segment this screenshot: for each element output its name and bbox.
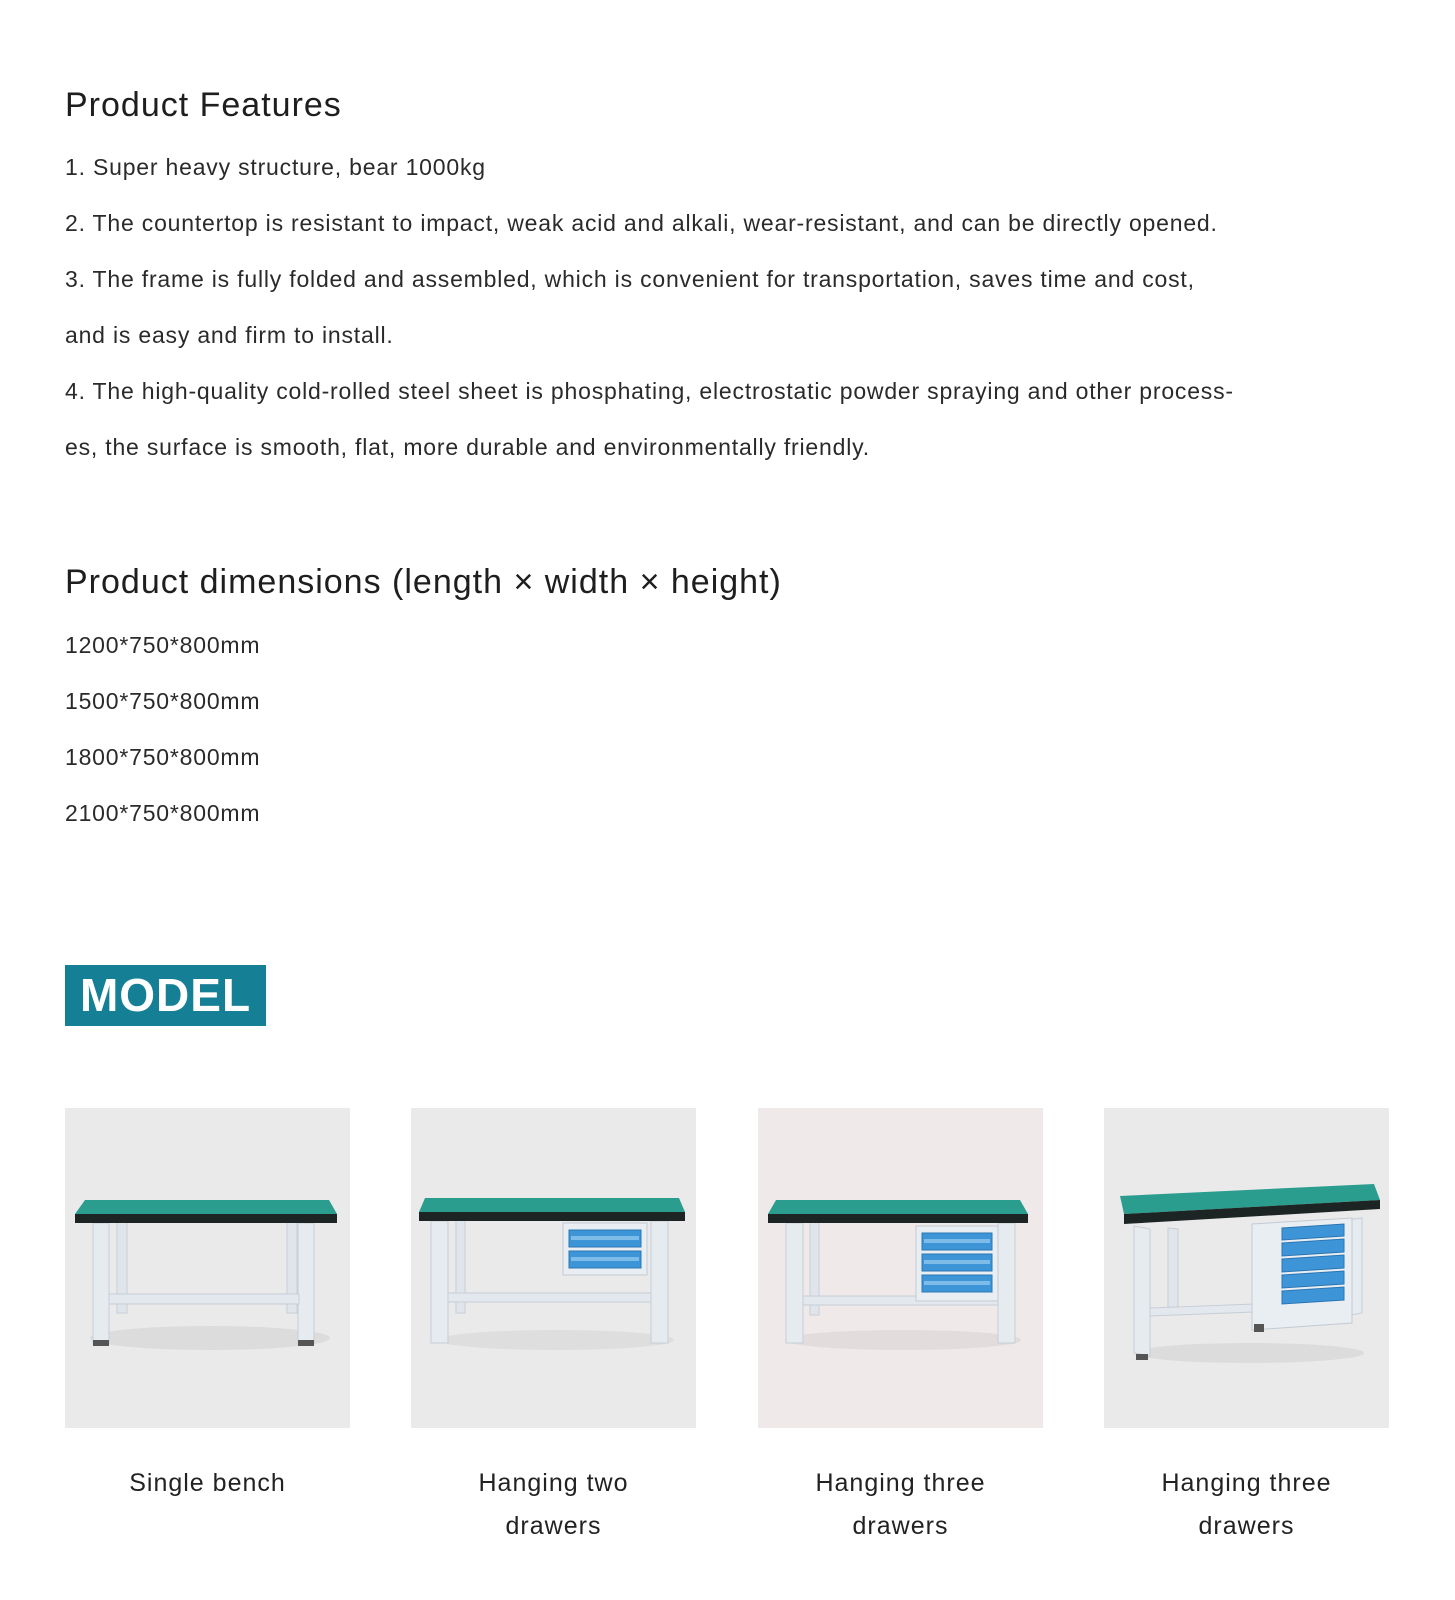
dimension-item: 1200*750*800mm	[65, 632, 261, 658]
model-card-hanging-three-drawers[interactable]	[758, 1108, 1043, 1548]
card-caption: drawers	[1198, 1512, 1295, 1540]
feature-line: es, the surface is smooth, flat, more durable and environmentally friendly.	[65, 434, 870, 460]
model-card-single-bench[interactable]	[65, 1108, 350, 1505]
card-caption: Hanging three	[815, 1469, 986, 1497]
feature-line: 4. The high-quality cold-rolled steel sheet is phosphating, electrostatic powder spraying and other process-	[65, 378, 1234, 404]
card-caption: drawers	[505, 1512, 602, 1540]
card-caption: Hanging three	[1161, 1469, 1332, 1497]
feature-line: and is easy and firm to install.	[65, 322, 394, 348]
feature-line: 1. Super heavy structure, bear 1000kg	[65, 154, 486, 180]
model-card-hanging-three-drawers-alt[interactable]	[1104, 1108, 1389, 1548]
card-caption: Hanging two	[478, 1469, 629, 1497]
hanging-two-drawers-image	[411, 1108, 696, 1428]
features-heading: Product Features	[65, 86, 342, 124]
feature-line: 2. The countertop is resistant to impact, weak acid and alkali, wear-resistant, and can be directly opened.	[65, 210, 1218, 236]
hanging-three-drawers-image	[758, 1108, 1043, 1428]
hanging-three-drawers-alt-image	[1104, 1108, 1389, 1428]
model-card-hanging-two-drawers[interactable]	[411, 1108, 696, 1548]
feature-line: 3. The frame is fully folded and assembled, which is convenient for transportation, saves time and cost,	[65, 266, 1195, 292]
dimensions-heading: Product dimensions (length × width × height)	[65, 563, 782, 601]
dimension-item: 1800*750*800mm	[65, 744, 261, 770]
model-badge: MODEL	[65, 965, 266, 1026]
single-bench-image	[65, 1108, 350, 1428]
card-caption: Single bench	[129, 1469, 286, 1497]
card-caption: drawers	[852, 1512, 949, 1540]
dimension-item: 1500*750*800mm	[65, 688, 261, 714]
dimension-item: 2100*750*800mm	[65, 800, 261, 826]
